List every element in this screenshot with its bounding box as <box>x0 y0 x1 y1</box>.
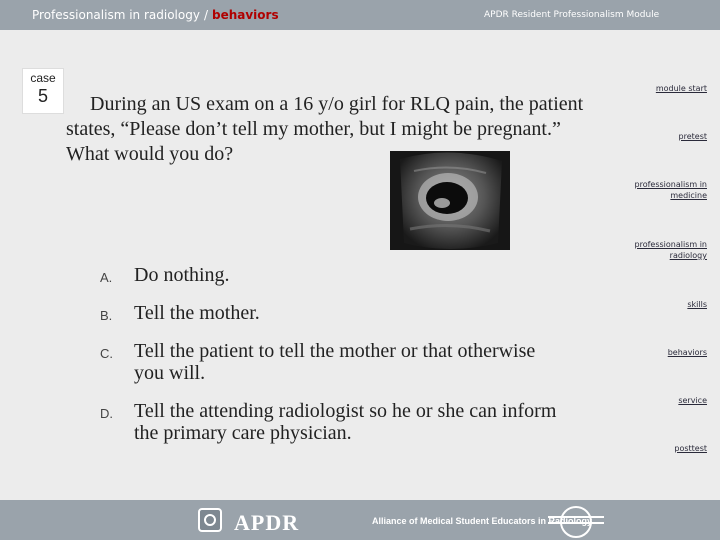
ames-seal-icon <box>560 506 592 538</box>
breadcrumb-current: behaviors <box>211 8 279 22</box>
apdr-logo-icon <box>198 508 222 532</box>
answer-letter: D. <box>100 406 113 421</box>
ultrasound-image <box>390 151 510 250</box>
nav-posttest[interactable]: posttest <box>674 444 707 453</box>
nav-professionalism-in-medicine[interactable]: professionalism in medicine <box>634 180 707 200</box>
answer-list <box>100 264 570 444</box>
answer-option-c[interactable] <box>100 340 570 384</box>
nav-behaviors[interactable]: behaviors <box>667 348 707 357</box>
module-title: APDR Resident Professionalism Module <box>484 10 660 20</box>
apdr-logo-text: APDR <box>234 510 300 535</box>
case-number: 5 <box>37 86 48 106</box>
answer-text: Do nothing. <box>134 264 230 286</box>
question-text: During an US exam on a 16 y/o girl for RLQ pain, the patient states, “Please don’t tell my mother, but I might be pregnant.” What would you do? <box>66 93 584 165</box>
ultrasound-graphic <box>390 151 510 250</box>
case-badge <box>22 68 64 114</box>
answer-text: Tell the patient to tell the mother or that otherwise you will. <box>134 340 536 384</box>
case-label: case <box>30 71 56 85</box>
nav-skills[interactable]: skills <box>687 300 707 309</box>
answer-text: Tell the attending radiologist so he or she can inform the primary care physician. <box>134 400 557 444</box>
partner-name: Alliance of Medical Student Educators in Radiology <box>372 516 593 526</box>
answer-option-a[interactable] <box>100 264 570 286</box>
breadcrumb <box>32 8 279 22</box>
answer-letter: A. <box>100 270 113 285</box>
answer-letter: B. <box>100 308 113 323</box>
answer-text: Tell the mother. <box>134 302 260 324</box>
answer-option-b[interactable] <box>100 302 570 324</box>
nav-professionalism-in-radiology[interactable]: professionalism in radiology <box>634 240 707 260</box>
side-nav <box>600 0 707 540</box>
nav-module-start[interactable]: module start <box>655 84 707 93</box>
footer-bar <box>0 500 720 540</box>
nav-pretest[interactable]: pretest <box>678 132 707 141</box>
answer-letter: C. <box>100 346 113 361</box>
answer-option-d[interactable] <box>100 400 570 444</box>
breadcrumb-root[interactable]: Professionalism in radiology <box>32 8 200 22</box>
breadcrumb-separator: / <box>203 8 208 22</box>
nav-service[interactable]: service <box>678 396 707 405</box>
